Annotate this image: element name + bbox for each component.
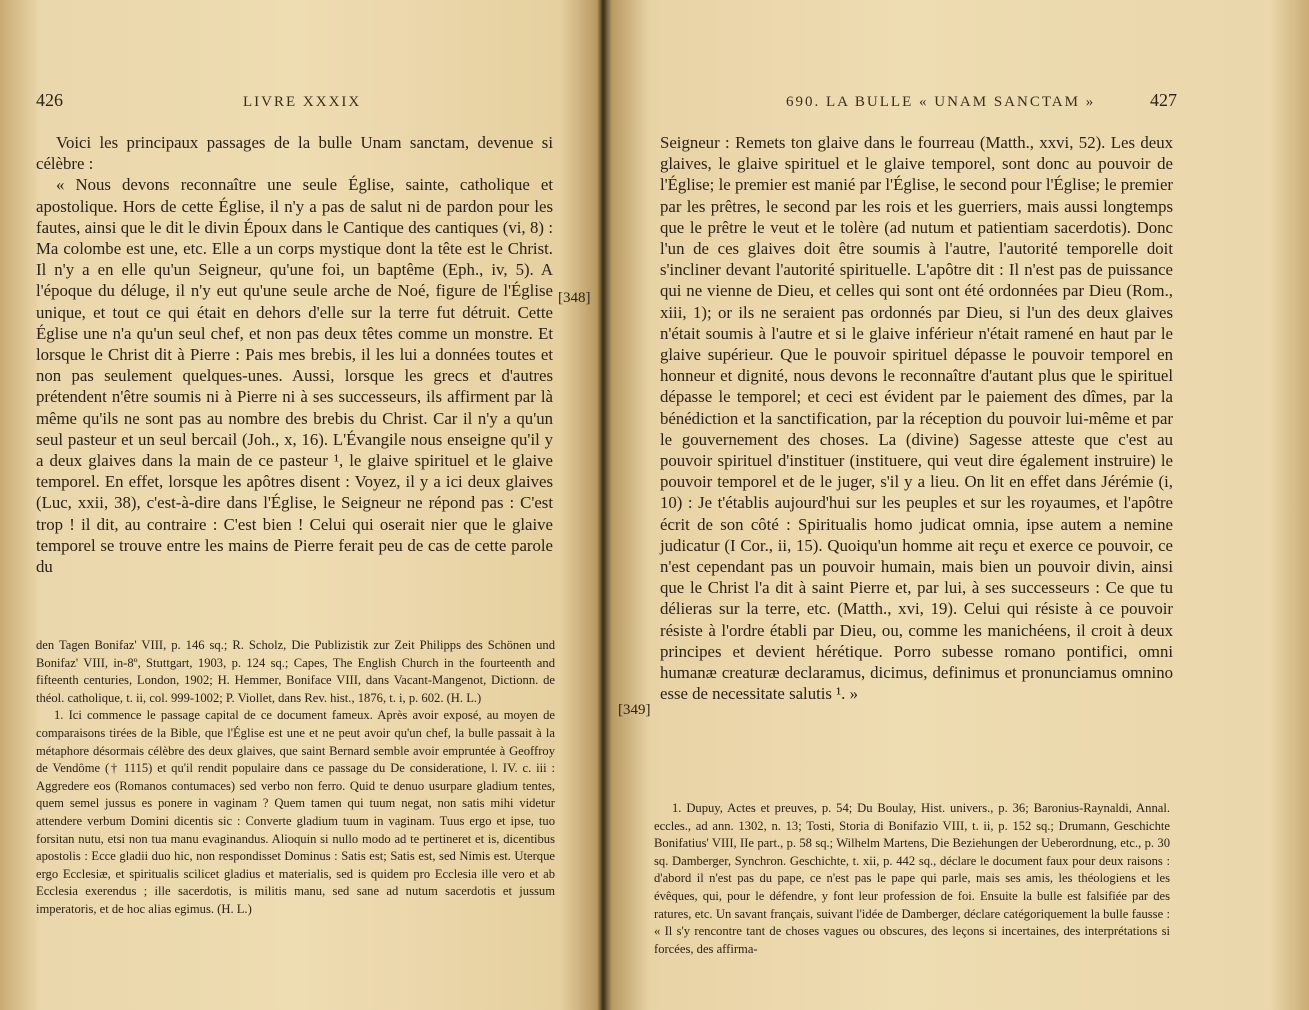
left-page-number: 426 (36, 90, 63, 110)
left-footnotes (36, 637, 555, 919)
left-page (0, 0, 600, 1010)
paragraph: Voici les principaux passages de la bulle Unam sanctam, devenue si célèbre : (36, 133, 553, 174)
right-running-head: 690. LA BULLE « UNAM SANCTAM » (786, 94, 1096, 110)
footnote: 1. Dupuy, Actes et preuves, p. 54; Du Boulay, Hist. univers., p. 36; Baronius-Raynaldi, Annal. eccles., ad ann. 1302, n. 13; Tosti, Storia di Bonifazio VIII, t. ii, p. 152 sq.; Drumann, Geschichte Bonifatius' VIII, IIe part., p. 58 sq.; Wilhelm Martens, Die Beziehungen der Ueberordnung, etc., p. 30 sq. Damberger, Synchron. Geschichte, t. xii, p. 442 sq., déclare le document faux pour deux raisons : d'abord il n'est pas du pape, ce n'est pas le pape qui parle, mais ses amis, les théologiens et les évêques, qui, pour le défendre, y font leur profession de foi. Ensuite la bulle est falsifiée par des ratures, etc. Un savant français, suivant l'idée de Damberger, déclare catégoriquement la bulle fausse : « Il s'y rencontre tant de choses vagues ou obscures, des leçons si incertaines, des interprétations si forcées, des affirma- (654, 801, 1170, 956)
left-margin-note: [348] (558, 290, 591, 306)
paragraph: « Nous devons reconnaître une seule Église, sainte, catholique et apostolique. Hors de cette Église, il n'y a pas de salut ni de pardon pour les fautes, ainsi que le dit le divin Époux dans le Cantique des cantiques (vi, 8) : Ma colombe est une, etc. Elle a un corps mystique dont la tête est le Christ. Il n'y a en elle qu'un Seigneur, qu'une foi, un baptême (Eph., iv, 5). A l'époque du déluge, il n'y eut qu'une seule arche de Noé, figure de l'Église unique, et tout ce qui était en dehors d'elle sur la terre fut détruit. Cette Église une n'a qu'un seul chef, et non pas deux têtes comme un monstre. Et lorsque le Christ dit à Pierre : Pais mes brebis, il les lui a données toutes et non pas seulement quelques-unes. Aussi, lorsque les grecs et d'autres prétendent n'être soumis ni à Pierre ni à ses successeurs, ils affirment par là même qu'ils ne sont pas au nombre des brebis du Christ. Car il n'y a qu'un seul pasteur et un seul bercail (Joh., x, 16). L'Évangile nous enseigne qu'il y a deux glaives dans la main de ce pasteur ¹, le glaive spirituel et le glaive temporel. En effet, lorsque les apôtres disent : Voyez, il y a ici deux glaives (Luc, xxii, 38), c'est-à-dire dans l'Église, le Seigneur ne répond pas : C'est trop ! il dit, au contraire : C'est bien ! Celui qui oserait nier que le glaive temporel se trouve entre les mains de Pierre ferait peu de cas de cette parole du (36, 175, 553, 577)
left-running-head: LIVRE XXXIX (243, 94, 362, 110)
right-footnotes (654, 800, 1170, 958)
footnote: 1. Ici commence le passage capital de ce document fameux. Après avoir exposé, au moyen de comparaisons tirées de la Bible, que l'Église est une et ne peut avoir qu'un chef, la bulle passait à la métaphore désormais célèbre des deux glaives, que saint Bernard semble avoir empruntée à Geoffroy de Vendôme († 1115) et qu'il rendit populaire dans ce passage du De consideratione, l. IV. c. iii : Aggredere eos (Romanos contumaces) sed verbo non ferro. Quid te denuo usurpare gladium tentes, quem semel jussus es ponere in vaginam ? Quem tamen qui tuum negat, non satis mihi videtur attendere verbum Domini dicentis sic : Converte gladium tuum in vaginam. Tuus ergo et ipse, tuo forsitan nutu, etsi non tua manu evaginandus. Alioquin si nullo modo ad te pertineret et is, dicentibus apostolis : Ecce gladii duo hic, non respondisset Dominus : Satis est; Satis est, sed Nimis est. Uterque ergo Ecclesiæ, et spiritualis scilicet gladius et materialis, sed is quidem pro Ecclesia ille vero et ab Ecclesia exerendus ; ille sacerdotis, is militis manu, sed sane ad nutum sacerdotis et jussum imperatoris, et de hoc alias egimus. (H. L.) (36, 708, 555, 916)
right-page (606, 0, 1309, 1010)
paragraph: Seigneur : Remets ton glaive dans le fourreau (Matth., xxvi, 52). Les deux glaives, le glaive spirituel et le glaive temporel, sont donc au pouvoir de l'Église; le premier est manié par l'Église, le second pour l'Église; le premier par les prêtres, le second par les rois et les guerriers, mais aussi longtemps que le prêtre le veut et le tolère (ad nutum et patientiam sacerdotis). Donc l'un de ces glaives doit être soumis à l'autre, l'autorité temporelle doit s'incliner devant l'autorité spirituelle. L'apôtre dit : Il n'est pas de puissance qui ne vienne de Dieu, et celles qui sont ont été ordonnées par Dieu (Rom., xiii, 1); or ils ne seraient pas ordonnés par Dieu, si l'un des deux glaives n'était soumis à l'autre et si le glaive inférieur n'était ramené en haut par le glaive supérieur. Que le pouvoir spirituel dépasse le pouvoir temporel en honneur et dignité, nous devons le reconnaître d'autant plus que le spirituel dépasse le temporel; et ceci est évident par le paiement des dîmes, par la bénédiction et la sanctification, par la réception du pouvoir lui-même et par le gouvernement des choses. La (divine) Sagesse atteste que c'est au pouvoir spirituel d'instituer (instituere, qui veut dire également instruire) le pouvoir temporel et de le juger, s'il y a lieu. On lit en effet dans Jérémie (i, 10) : Je t'établis aujourd'hui sur les peuples et sur les royaumes, et l'apôtre écrit de son côté : Spiritualis homo judicat omnia, ipse autem a nemine judicatur (I Cor., ii, 15). Quoiqu'un homme ait reçu et exerce ce pouvoir, ce n'est cependant pas un pouvoir humain, mais bien un pouvoir divin, ainsi que le Christ l'a dit à saint Pierre et, par lui, à ses successeurs : Ce que tu délieras sur la terre, etc. (Matth., xvi, 19). Celui qui résiste à ce pouvoir résiste à l'ordre établi par Dieu, ou, comme les manichéens, il croit à deux principes et devient hérétique. Porro subesse romano pontifici, omni humanæ creaturæ declaramus, dicimus, definimus et pronunciamus omnino esse de necessitate salutis ¹. » (660, 133, 1173, 704)
right-margin-note: [349] (618, 702, 651, 718)
left-body-text (36, 132, 553, 577)
footnote: den Tagen Bonifaz' VIII, p. 146 sq.; R. Scholz, Die Publizistik zur Zeit Philipps des Schönen und Bonifaz' VIII, in-8º, Stuttgart, 1903, p. 124 sq.; Capes, The English Church in the fourteenth and fifteenth centuries, London, 1902; H. Hemmer, Boniface VIII, dans Vacant-Mangenot, Dictionn. de théol. catholique, t. ii, col. 999-1002; P. Viollet, dans Rev. hist., 1876, t. i, p. 602. (H. L.) (36, 638, 555, 705)
right-page-number: 427 (1150, 90, 1177, 110)
right-body-text (660, 132, 1173, 704)
